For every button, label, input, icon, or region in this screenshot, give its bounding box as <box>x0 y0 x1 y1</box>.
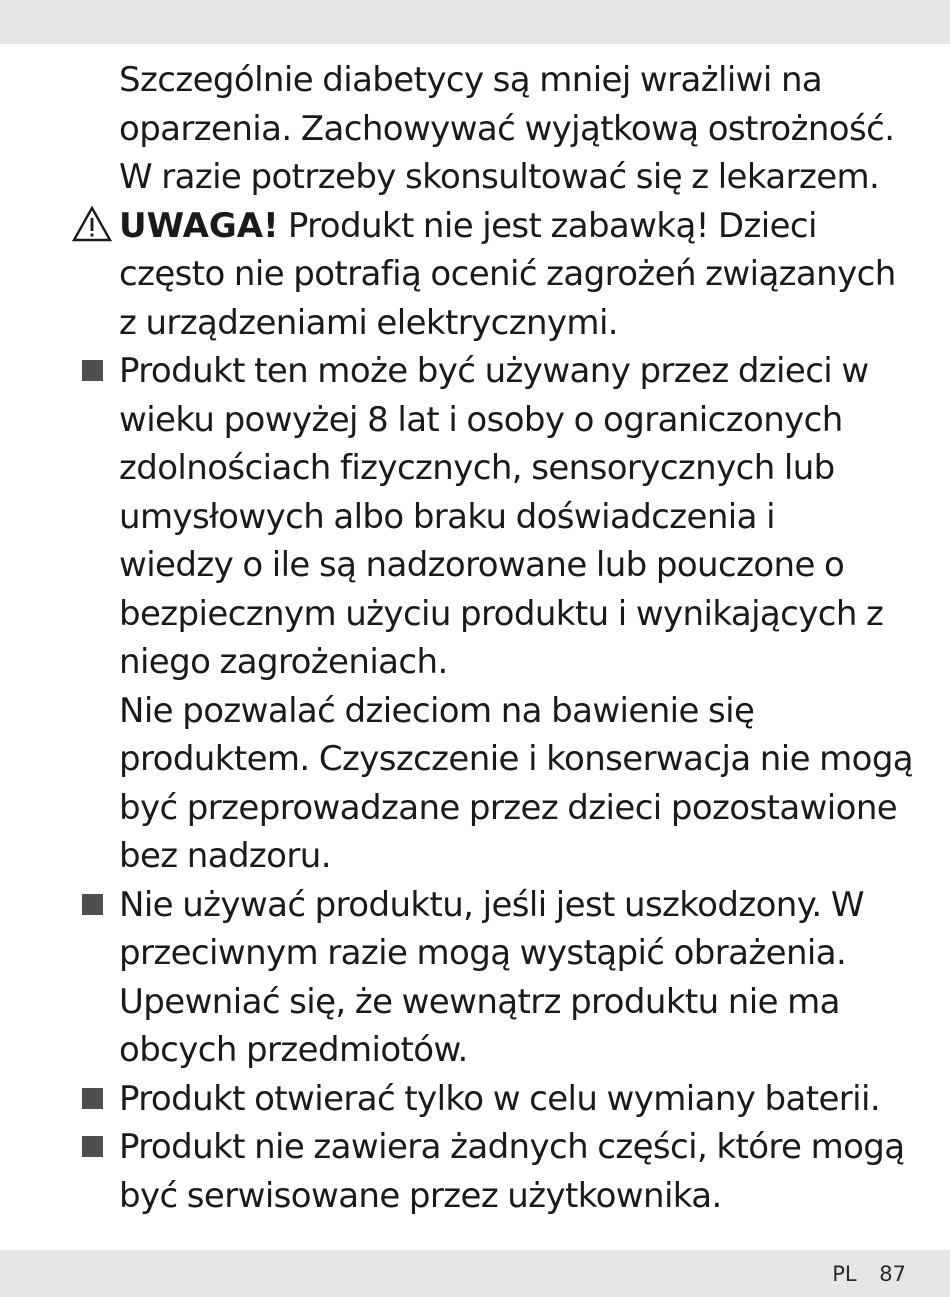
page-footer-band <box>0 1250 950 1297</box>
bullet-item <box>0 1123 950 1220</box>
text-line: bezpiecznym użyciu produktu i wynikających z <box>119 593 884 634</box>
square-bullet-icon <box>82 894 103 915</box>
warning-label: UWAGA! <box>119 205 279 246</box>
text-line: Produkt ten może być używany przez dzieci w <box>119 351 869 391</box>
text-line: umysłowych albo braku doświadczenia i <box>119 496 775 537</box>
text-line: przeciwnym razie mogą wystąpić obrażenia. <box>119 933 847 973</box>
text-line: być serwisowane przez użytkownika. <box>119 1175 722 1216</box>
text-line: Nie używać produktu, jeśli jest uszkodzony. W <box>119 884 864 925</box>
text-line: wieku powyżej 8 lat i osoby o ograniczonych <box>119 399 843 440</box>
text-line: obcych przedmiotów. <box>119 1030 468 1070</box>
text-line: Produkt nie zawiera żadnych części, które mogą <box>119 1127 905 1167</box>
text-line: niego zagrożeniach. <box>119 642 448 682</box>
warning-paragraph <box>0 202 950 348</box>
text-line: często nie potrafią ocenić zagrożeń związanych <box>119 254 896 294</box>
intro-paragraph <box>0 56 950 202</box>
warning-triangle-icon <box>72 206 112 242</box>
text-line: z urządzeniami elektrycznymi. <box>119 302 619 343</box>
bullet-item <box>0 1075 950 1124</box>
square-bullet-icon <box>82 360 103 381</box>
page-number: 87 <box>879 1262 906 1286</box>
text-line: W razie potrzeby skonsultować się z lekarzem. <box>119 157 880 197</box>
manual-page-content <box>0 56 950 1220</box>
text-line: być przeprowadzane przez dzieci pozostawione <box>119 787 898 828</box>
text-line: Nie pozwalać dzieciom na bawienie się <box>119 690 755 731</box>
text-line: wiedzy o ile są nadzorowane lub pouczone o <box>119 545 845 585</box>
page-footer <box>832 1260 906 1288</box>
text-line: Produkt otwierać tylko w celu wymiany baterii. <box>119 1078 881 1119</box>
text-line: Szczególnie diabetycy są mniej wrażliwi na <box>119 60 823 100</box>
page-header-band <box>0 0 950 44</box>
language-code: PL <box>832 1262 857 1286</box>
text-line: Upewniać się, że wewnątrz produktu nie ma <box>119 981 840 1022</box>
warning-text: Produkt nie jest zabawką! Dzieci <box>278 205 817 246</box>
square-bullet-icon <box>82 1088 103 1109</box>
text-line: bez nadzoru. <box>119 836 331 876</box>
text-line: oparzenia. Zachowywać wyjątkową ostrożność. <box>119 108 895 149</box>
bullet-item <box>0 347 950 881</box>
text-line: zdolnościach fizycznych, sensorycznych lub <box>119 448 835 488</box>
text-line: produktem. Czyszczenie i konserwacja nie mogą <box>119 739 914 779</box>
bullet-item <box>0 881 950 1075</box>
text-line <box>119 202 910 251</box>
square-bullet-icon <box>82 1136 103 1157</box>
